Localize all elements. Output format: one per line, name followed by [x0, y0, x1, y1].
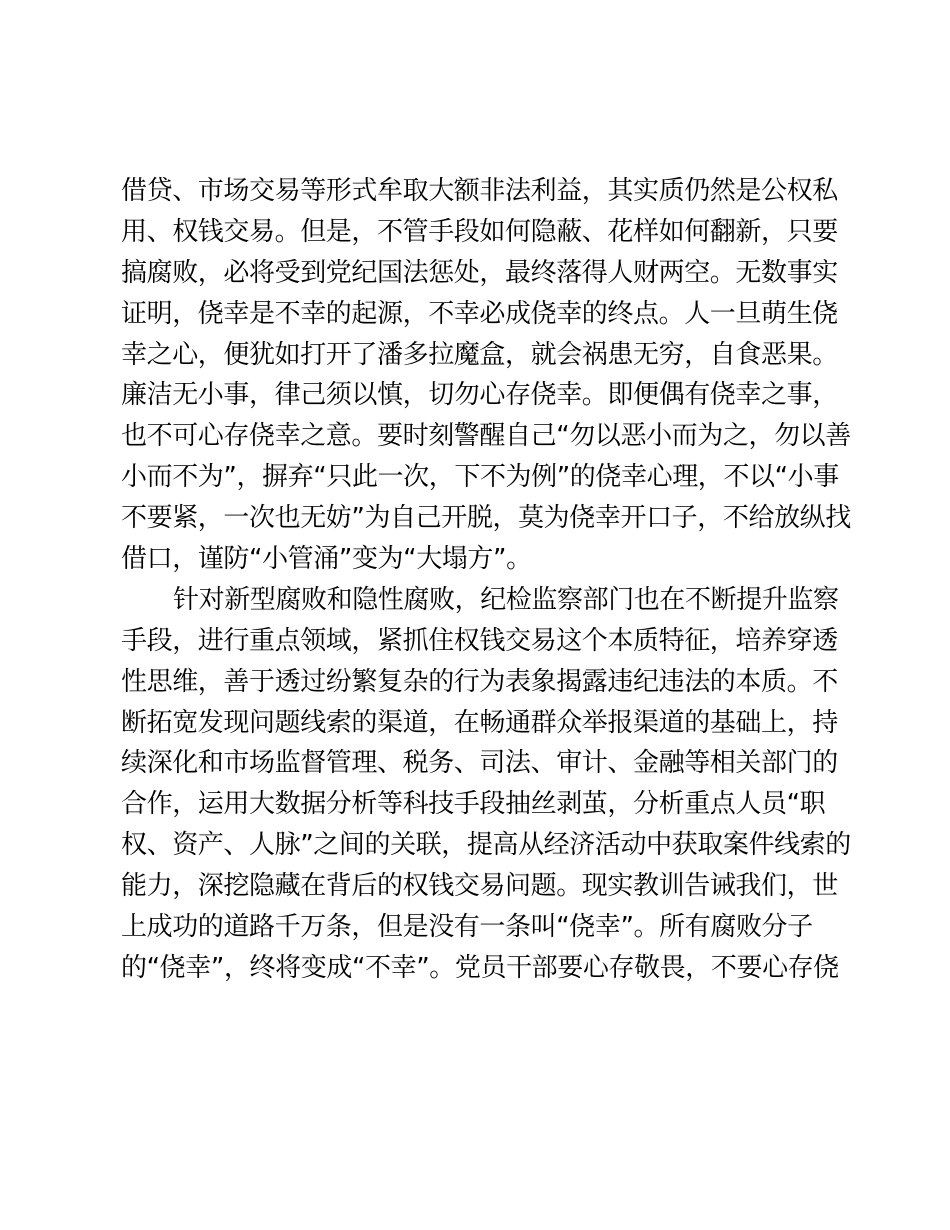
text-line: 上成功的道路千万条，但是没有一条叫“侥幸”。所有腐败分子 [121, 912, 813, 943]
text-line: 性思维，善于透过纷繁复杂的行为表象揭露违纪违法的本质。不 [121, 666, 838, 697]
text-line: 的“侥幸”，终将变成“不幸”。党员干部要心存敬畏，不要心存侥 [121, 952, 839, 983]
text-line: 不要紧，一次也无妨”为自己开脱，莫为侥幸开口子，不给放纵找 [121, 503, 851, 534]
body-text [121, 171, 851, 989]
text-line: 借口，谨防“小管涌”变为“大塌方”。 [121, 544, 532, 575]
text-line: 续深化和市场监督管理、税务、司法、审计、金融等相关部门的 [121, 748, 838, 779]
text-line: 权、资产、人脉”之间的关联，提高从经济活动中获取案件线索的 [121, 830, 851, 861]
text-line: 能力，深挖隐藏在背后的权钱交易问题。现实教训告诫我们，世 [121, 871, 838, 902]
text-line: 幸之心，便犹如打开了潘多拉魔盒，就会祸患无穷，自食恶果。 [121, 339, 838, 370]
paragraph-2 [121, 580, 851, 989]
text-line: 小而不为”，摒弃“只此一次，下不为例”的侥幸心理，不以“小事 [121, 462, 839, 493]
text-line: 用、权钱交易。但是，不管手段如何隐蔽、花样如何翻新，只要 [121, 216, 838, 247]
text-line: 证明，侥幸是不幸的起源，不幸必成侥幸的终点。人一旦萌生侥 [121, 298, 838, 329]
text-line: 搞腐败，必将受到党纪国法惩处，最终落得人财两空。无数事实 [121, 257, 838, 288]
text-line: 合作，运用大数据分析等科技手段抽丝剥茧，分析重点人员“职 [121, 789, 826, 820]
paragraph-1 [121, 171, 851, 580]
text-line: 断拓宽发现问题线索的渠道，在畅通群众举报渠道的基础上，持 [121, 707, 838, 738]
text-line: 手段，进行重点领域，紧抓住权钱交易这个本质特征，培养穿透 [121, 625, 838, 656]
text-line: 廉洁无小事，律己须以慎，切勿心存侥幸。即便偶有侥幸之事， [121, 380, 838, 411]
text-line: 借贷、市场交易等形式牟取大额非法利益，其实质仍然是公权私 [121, 176, 838, 206]
text-line: 也不可心存侥幸之意。要时刻警醒自己“勿以恶小而为之，勿以善 [121, 421, 851, 452]
text-line-indented: 针对新型腐败和隐性腐败，纪检监察部门也在不断提升监察 [173, 584, 839, 615]
